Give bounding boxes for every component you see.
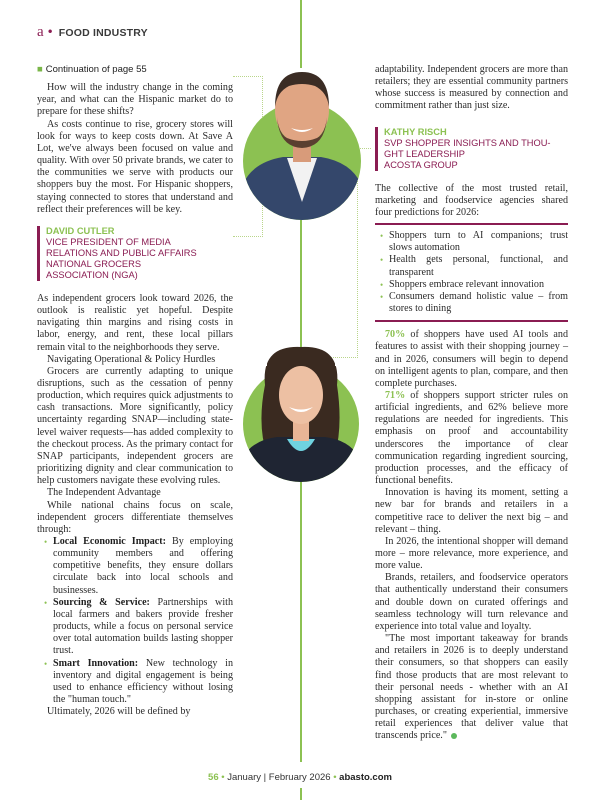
bio-title-line: VICE PRESIDENT OF MEDIA [46, 236, 171, 247]
bio-title-line: GHT LEADERSHIP [384, 148, 465, 159]
article-paragraph: As independent grocers look toward 2026, the outlook is realistic yet hopeful. Despite navigating thin margins and rising costs in labor, energy, and rent, these local pillars remain vital to the neighborhoods they serve. [37, 292, 233, 353]
article-paragraph: Innovation is having its moment, setting a new bar for brands and retailers in a competitive race to deliver the next big – and relevant – thing. [375, 487, 568, 535]
article-paragraph: In 2026, the intentional shopper will demand more – more relevance, more experience, and more value. [375, 535, 568, 572]
stat-text: of shoppers support stricter rules on artificial ingredients, and 62% believe more regulations are needed for ingredients. This emphasis on proof and accountability underscores the importance of clear communication regarding ingredient sourcing, production processes, and the efficacy of functional benefits. [375, 389, 568, 487]
list-item [45, 597, 233, 658]
continuation-text: Continuation of page 55 [45, 64, 147, 75]
page-header [37, 24, 148, 41]
center-divider-footer [300, 788, 302, 800]
bio-kathy-risch [375, 127, 568, 171]
end-of-article-icon [451, 733, 457, 739]
list-item-text: By employing community members and offering competitive benefits, they ensure dollars circulate back into local schools and businesses. [53, 536, 233, 596]
stat-text: of shoppers have used AI tools and features to assist with their shopping journey – and in 2026, consumers will begin to depend on intelligent agents to plan, compare, and then complete purchases. [375, 329, 568, 389]
list-item [45, 658, 233, 707]
bio-org-line: ASSOCIATION (NGA) [46, 269, 138, 280]
stat-paragraph [375, 329, 568, 390]
prediction-item: • Shoppers turn to AI companions; trust slows automation [381, 230, 568, 254]
issue-date: January | February 2026 [227, 772, 331, 783]
article-paragraph: While national chains focus on scale, independent grocers differentiate themselves through: [37, 499, 233, 535]
right-column [375, 64, 568, 743]
article-paragraph: Brands, retailers, and foodservice operators that authentically understand their consumers and double down on curated offerings and seamless technology will turn relevance and experience into total value and loyalty. [375, 572, 568, 632]
list-item-label: Smart Innovation: [53, 657, 139, 669]
quote-paragraph [375, 633, 568, 742]
bullet-dot-icon: ■ [37, 64, 43, 75]
bio-name: KATHY RISCH [384, 126, 447, 137]
section-title: FOOD INDUSTRY [58, 27, 148, 39]
subheading: The Independent Advantage [47, 487, 161, 499]
list-item-label: Local Economic Impact: [53, 536, 166, 547]
left-column [37, 64, 233, 718]
stat-value: 70% [385, 329, 406, 341]
portrait-david-cutler [243, 62, 361, 220]
website-link[interactable]: abasto.com [339, 772, 392, 783]
separator-dot: • [221, 772, 225, 783]
prediction-item: • Health gets personal, functional, and transparent [381, 254, 568, 278]
advantage-list [37, 536, 233, 706]
portrait-kathy-risch [243, 345, 359, 482]
prediction-item: • Consumers demand holistic value – from stores to dining [381, 291, 568, 315]
person-photo-icon [243, 62, 361, 220]
separator-dot: • [333, 772, 337, 783]
bio-org-line: ACOSTA GROUP [384, 159, 458, 170]
bio-david-cutler [37, 226, 233, 281]
quote-text: "The most important takeaway for brands and retailers in 2026 is to deeply understand their consumers, so that shoppers can easily find those products that are most relevant to their personal needs - whether with an AI shopping assistant for in-store or online purchases, or creating experiential, immersive retail experiences that deliver value that transcends price." [375, 633, 568, 742]
list-item-label: Sourcing & Service: [53, 596, 150, 608]
closing-line: Ultimately, 2026 will be defined by [47, 706, 191, 718]
center-divider-bottom [300, 480, 302, 762]
predictions-box [375, 223, 568, 322]
person-photo-icon [243, 345, 359, 482]
bio-org-line: NATIONAL GROCERS [46, 258, 142, 269]
center-divider-top [300, 0, 302, 68]
article-paragraph: Grocers are currently adapting to unique disruptions, such as the cessation of penny production, which requires quick adjustments to cash transactions. More significantly, policy uncertainty regarding SNAP—including state-level waiver requests—has added complexity to the checkout process. As the primary contact for SNAP participants, independent grocers are prioritizing dignity and clear communication to help customers navigate these evolving rules. [37, 365, 233, 487]
logo-dot: • [46, 25, 54, 39]
list-item-text: New technology in inventory and digital engagement is being used to enhance efficiency without losing the "human touch." [53, 657, 233, 706]
stat-value: 71% [385, 389, 406, 401]
continued-text: adaptability. Independent grocers are more than retailers; they are essential community partners whose success is measured by connection and commitment rather than just size. [375, 64, 568, 112]
prediction-item: • Shoppers embrace relevant innovation [381, 279, 568, 291]
bio-title-line: RELATIONS AND PUBLIC AFFAIRS [46, 247, 197, 258]
predictions-intro: The collective of the most trusted retail, marketing and foodservice agencies shared four predictions for 2026: [375, 182, 568, 218]
list-item [45, 536, 233, 597]
page-number: 56 [208, 772, 219, 783]
page-footer [0, 772, 600, 783]
stat-paragraph [375, 390, 568, 487]
predictions-list [381, 230, 568, 315]
magazine-logo: a [37, 24, 44, 40]
save-a-lot-answer: As costs continue to rise, grocery stores will look for ways to keep costs down. At Save A Lot, we've always been focused on value and quality. With over 50 private brands, we cater to the communities we serve with products our shoppers buy the most. For Hispanic shoppers, staying connected to stores that understand and reflect their preferences will be key. [37, 118, 233, 215]
bio-title-line: SVP SHOPPER INSIGHTS AND THOU- [384, 137, 551, 148]
intro-question: How will the industry change in the coming year, and what can the Hispanic market do to prepare for these shifts? [37, 82, 233, 118]
subheading: Navigating Operational & Policy Hurdles [47, 353, 216, 365]
list-item-text: Partnerships with local farmers and bakers provide fresher products, while a focus on personal service over total automation builds lasting shopper trust. [53, 596, 233, 657]
bio-name: DAVID CUTLER [46, 225, 115, 236]
continuation-note [37, 64, 233, 76]
